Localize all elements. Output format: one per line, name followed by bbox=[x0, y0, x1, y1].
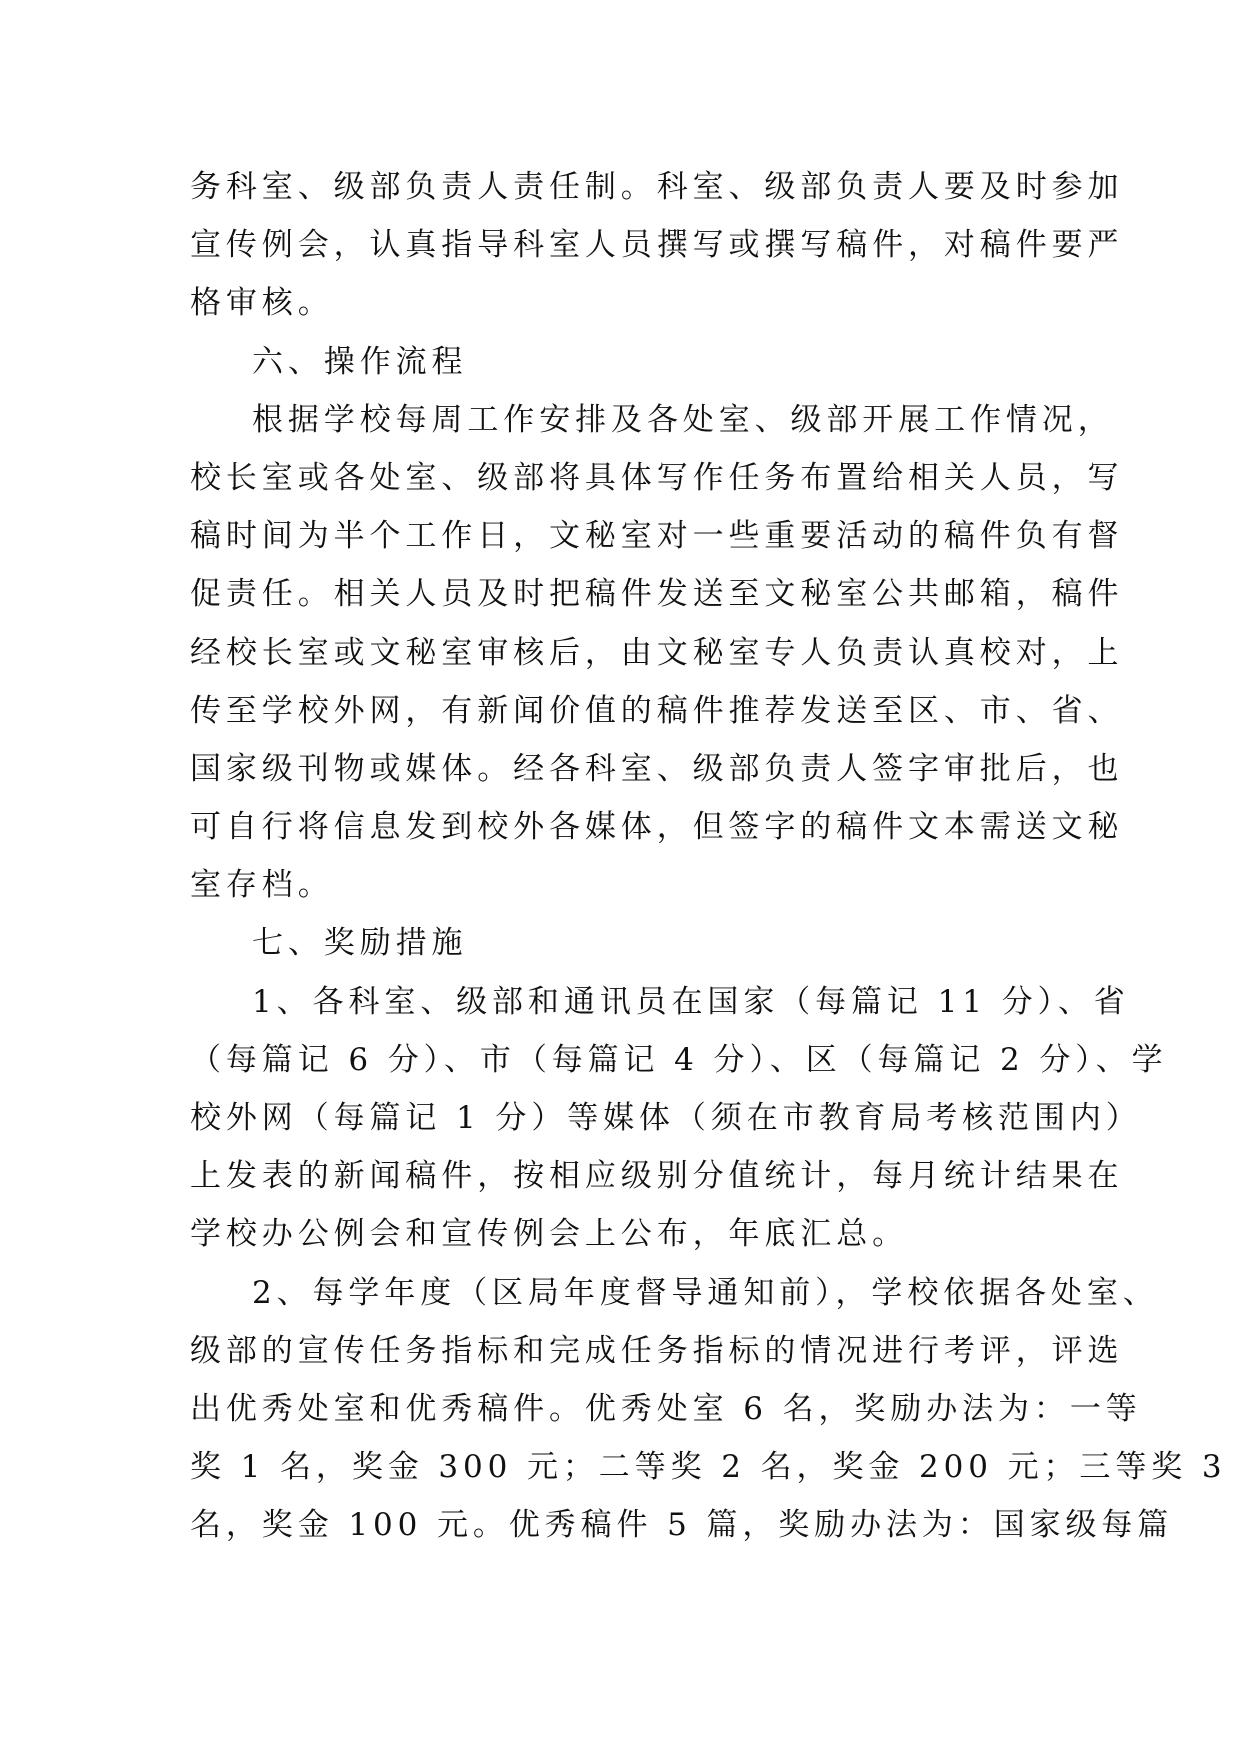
text-line: 校外网（每篇记 1 分）等媒体（须在市教育局考核范围内） bbox=[190, 1100, 1142, 1136]
text-line: 格审核。 bbox=[190, 285, 334, 322]
text-line: 可自行将信息发到校外各媒体，但签字的稿件文本需送文秘 bbox=[190, 809, 1124, 846]
text-line: 务科室、级部负责人责任制。科室、级部负责人要及时参加 bbox=[190, 169, 1124, 205]
section-heading: 六、操作流程 bbox=[252, 343, 468, 380]
text-line: 出优秀处室和优秀稿件。优秀处室 6 名，奖励办法为：一等 bbox=[190, 1390, 1142, 1427]
text-line: 国家级刊物或媒体。经各科室、级部负责人签字审批后，也 bbox=[190, 750, 1124, 787]
text-line: 促责任。相关人员及时把稿件发送至文秘室公共邮箱，稿件 bbox=[190, 576, 1124, 613]
text-line: 名，奖金 100 元。优秀稿件 5 篇，奖励办法为：国家级每篇 bbox=[190, 1507, 1174, 1544]
document-body bbox=[190, 158, 1227, 1555]
text-line: （每篇记 6 分）、市（每篇记 4 分）、区（每篇记 2 分）、学 bbox=[190, 1041, 1168, 1078]
text-line: 稿时间为半个工作日，文秘室对一些重要活动的稿件负有督 bbox=[190, 518, 1124, 555]
paragraph-first-line: 根据学校每周工作安排及各处室、级部开展工作情况， bbox=[252, 401, 1114, 438]
paragraph-first-line: 2、每学年度（区局年度督导通知前），学校依据各处室、 bbox=[252, 1274, 1159, 1311]
text-line: 校长室或各处室、级部将具体写作任务布置给相关人员，写 bbox=[190, 459, 1124, 496]
text-line: 级部的宣传任务指标和完成任务指标的情况进行考评，评选 bbox=[190, 1332, 1124, 1369]
text-line: 奖 1 名，奖金 300 元；二等奖 2 名，奖金 200 元；三等奖 3 bbox=[190, 1449, 1227, 1486]
text-line: 室存档。 bbox=[190, 867, 334, 904]
text-line: 经校长室或文秘室审核后，由文秘室专人负责认真校对，上 bbox=[190, 634, 1124, 671]
section-heading: 七、奖励措施 bbox=[252, 925, 468, 962]
text-line: 传至学校外网，有新闻价值的稿件推荐发送至区、市、省、 bbox=[190, 692, 1124, 729]
text-line: 宣传例会，认真指导科室人员撰写或撰写稿件，对稿件要严 bbox=[190, 227, 1124, 264]
text-line: 上发表的新闻稿件，按相应级别分值统计，每月统计结果在 bbox=[190, 1158, 1124, 1195]
paragraph-first-line: 1、各科室、级部和通讯员在国家（每篇记 11 分）、省 bbox=[252, 983, 1130, 1020]
text-line: 学校办公例会和宣传例会上公布，年底汇总。 bbox=[190, 1216, 908, 1253]
